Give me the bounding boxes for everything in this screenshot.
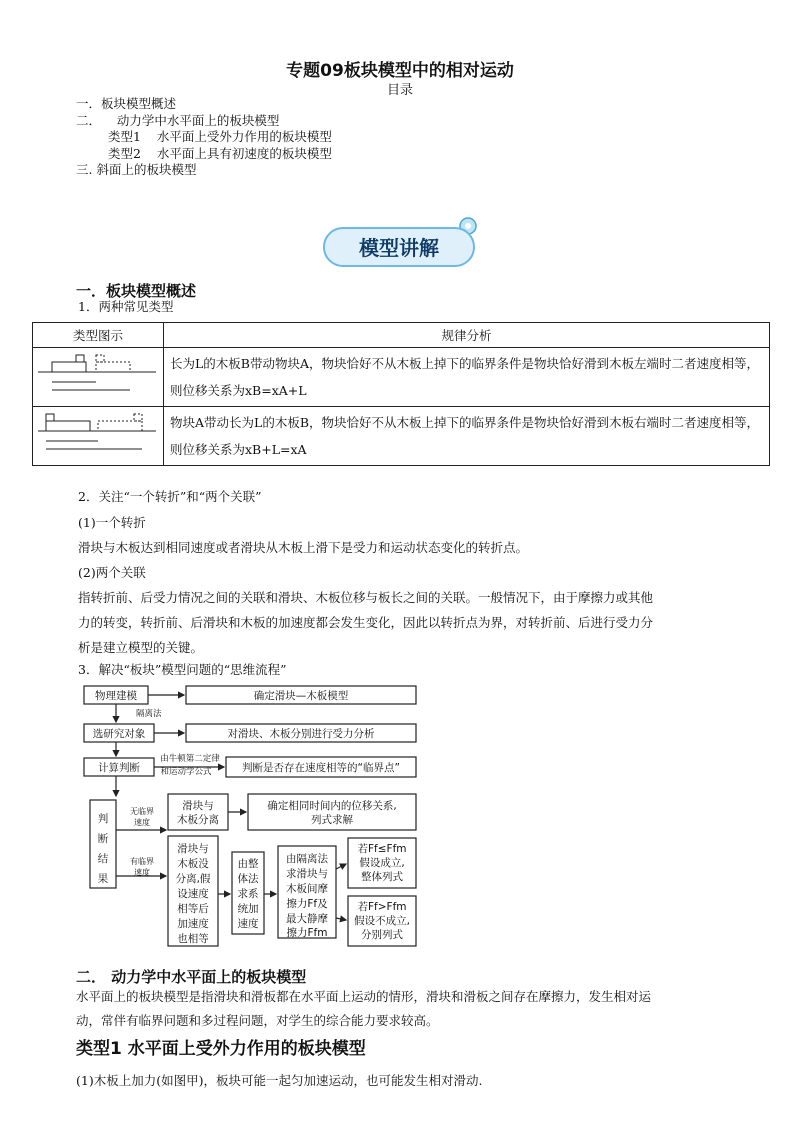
flow-judge-char: 断 — [97, 833, 109, 845]
diagram-board-carries-block — [33, 348, 164, 407]
flow-box-select-object: 选研究对象 — [92, 728, 146, 740]
flow-isolation-line: 由隔离法 — [286, 853, 328, 865]
subheading-thinking-flow: 3．解决“板块”模型问题的“思维流程” — [78, 662, 287, 677]
flow-judge-char: 结 — [97, 853, 109, 865]
flow-hypothesis-line: 滑块与 — [177, 843, 209, 855]
types-table — [32, 322, 770, 466]
page-title: 专题09板块模型中的相对运动 — [286, 61, 514, 81]
toc-item[interactable]: 二． 动力学中水平面上的板块模型 — [76, 112, 280, 128]
flow-whole-line: 统加 — [237, 903, 259, 915]
paragraph-two-links-1: 指转折前、后受力情况之间的关联和滑块、木板位移与板长之间的关联。一般情况下，由于摩擦力或其他 — [78, 590, 654, 605]
flow-judge-char: 果 — [97, 873, 109, 885]
model-lecture-banner — [322, 214, 478, 270]
flow-hypothesis-line: 也相等 — [177, 933, 209, 945]
toc-item[interactable]: 类型2 水平面上具有初速度的板块模型 — [108, 145, 332, 161]
flow-label-no-critical: 无临界 — [130, 807, 154, 816]
flow-box-force-analysis: 对滑块、木板分别进行受力分析 — [227, 728, 375, 740]
flow-label-speed: 速度 — [134, 868, 150, 877]
flow-box-displacement: 列式求解 — [311, 814, 353, 826]
section1-heading: 一．板块模型概述 — [76, 282, 197, 300]
table-header-analysis: 规律分析 — [164, 323, 770, 348]
toc-heading: 目录 — [386, 83, 413, 98]
flow-whole-line: 速度 — [237, 918, 259, 930]
banner-text: 模型讲解 — [359, 236, 439, 260]
flow-box-displacement: 确定相同时间内的位移关系, — [267, 800, 397, 812]
flow-whole-line: 体法 — [237, 873, 259, 885]
subheading-two-links: (2)两个关联 — [78, 565, 146, 580]
flow-case1-line: 整体列式 — [361, 871, 403, 883]
flow-isolation-line: 擦力Ff及 — [286, 898, 328, 910]
flow-case2-line: 假设不成立, — [354, 915, 410, 927]
diagram-block-carries-board — [33, 407, 164, 466]
flow-hypothesis-line: 木板没 — [177, 858, 209, 870]
section2-heading: 二． 动力学中水平面上的板块模型 — [76, 968, 307, 986]
flow-arrow-label-kinematics: 和运动学公式 — [160, 767, 212, 777]
table-of-contents — [76, 96, 332, 179]
flow-case2-line: 分别列式 — [361, 929, 403, 941]
thinking-flowchart — [80, 684, 426, 956]
flow-box-separate: 滑块与 — [182, 800, 214, 812]
rule-text-2: 物块A带动长为L的木板B，物块恰好不从木板上掉下的临界条件是物块恰好滑到木板右端时二者速度相等，则位移关系为xB+L=xA — [164, 407, 770, 466]
toc-item[interactable]: 类型1 水平面上受外力作用的板块模型 — [108, 129, 332, 144]
section2-paragraph-2: 动，常伴有临界问题和多过程问题，对学生的综合能力要求较高。 — [76, 1013, 439, 1028]
paragraph-two-links-2: 力的转变，转折前、后滑块和木板的加速度都会发生变化，因此以转折点为界，对转折前、后进行受力分 — [78, 615, 654, 630]
flow-isolation-line: 求滑块与 — [286, 868, 328, 880]
paragraph-one-turn: 滑块与木板达到相同速度或者滑块从木板上滑下是受力和运动状态变化的转折点。 — [78, 540, 529, 555]
flow-label-speed: 速度 — [134, 818, 150, 827]
flow-case1-line: 若Ff≤Ffm — [357, 843, 407, 855]
flow-isolation-line: 木板间摩 — [286, 883, 328, 895]
flow-arrow-label-isolation: 隔离法 — [136, 709, 162, 719]
flow-whole-line: 求系 — [237, 888, 259, 900]
flow-label-has-critical: 有临界 — [130, 857, 154, 866]
flow-hypothesis-line: 加速度 — [177, 918, 209, 930]
flow-box-separate: 木板分离 — [177, 814, 219, 826]
flow-hypothesis-line: 分离,假 — [175, 873, 211, 885]
rule-text-1: 长为L的木板B带动物块A，物块恰好不从木板上掉下的临界条件是物块恰好滑到木板左端时二者速度相等，则位移关系为xB=xA+L — [164, 348, 770, 407]
subheading-one-turn: (1)一个转折 — [78, 515, 146, 530]
flow-case2-line: 若Ff>Ffm — [357, 901, 407, 913]
section2-paragraph-1: 水平面上的板块模型是指滑块和滑板都在水平面上运动的情形，滑块和滑板之间存在摩擦力，发生相对运 — [76, 989, 652, 1004]
flow-box-critical-point: 判断是否存在速度相等的“临界点” — [242, 762, 400, 774]
flow-arrow-label-newton: 由牛顿第二定律 — [160, 754, 220, 764]
flow-hypothesis-line: 相等后 — [177, 903, 209, 915]
flow-isolation-line: 最大静摩 — [286, 913, 328, 925]
flow-judge-char: 判 — [97, 813, 109, 825]
paragraph-two-links-3: 析是建立模型的关键。 — [78, 640, 204, 655]
flow-box-calculate: 计算判断 — [98, 762, 140, 774]
subheading-two-types: 1．两种常见类型 — [78, 299, 174, 314]
flow-isolation-line: 擦力Ffm — [286, 927, 328, 939]
toc-item[interactable]: 三. 斜面上的板块模型 — [76, 162, 197, 177]
flow-box-modeling-detail: 确定滑块—木板模型 — [253, 690, 349, 702]
table-header-diagram: 类型图示 — [33, 323, 164, 348]
flow-hypothesis-line: 设速度 — [177, 888, 209, 900]
toc-item[interactable]: 一．板块模型概述 — [76, 96, 177, 111]
flow-whole-line: 由整 — [237, 858, 259, 870]
type1-paragraph: (1)木板上加力(如图甲)，板块可能一起匀加速运动，也可能发生相对滑动. — [76, 1073, 483, 1088]
flow-case1-line: 假设成立, — [359, 857, 405, 869]
flow-box-modeling: 物理建模 — [95, 690, 137, 702]
type1-heading: 类型1 水平面上受外力作用的板块模型 — [76, 1039, 366, 1059]
subheading-turning-point: 2．关注“一个转折”和“两个关联” — [78, 489, 262, 504]
